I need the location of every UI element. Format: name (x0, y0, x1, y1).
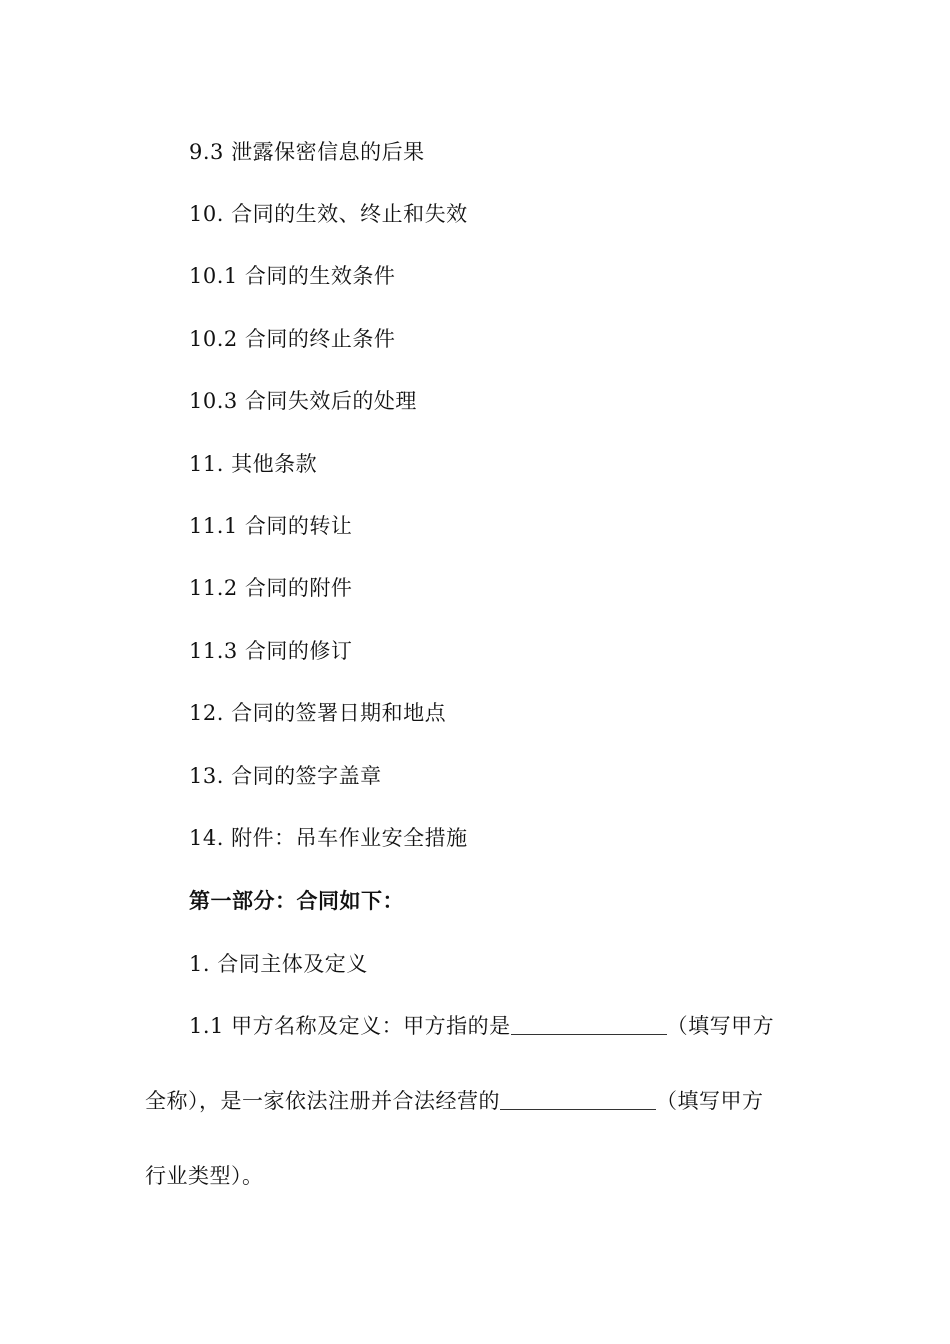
toc-item: 10.2 合同的终止条件 (189, 327, 396, 351)
paragraph-line (145, 1087, 764, 1115)
toc-item: 14. 附件：吊车作业安全措施 (189, 826, 468, 850)
toc-item: 13. 合同的签字盖章 (189, 764, 382, 788)
paragraph-line (145, 1162, 264, 1190)
toc-item: 11.2 合同的附件 (189, 576, 353, 600)
clause-text: 行业类型）。 (145, 1164, 264, 1188)
fill-in-blank[interactable] (511, 1014, 667, 1035)
toc-item: 11.3 合同的修订 (189, 639, 353, 663)
fill-in-blank[interactable] (500, 1089, 656, 1110)
toc-item: 10.3 合同失效后的处理 (189, 389, 417, 413)
toc-item: 11.1 合同的转让 (189, 514, 353, 538)
toc-item: 12. 合同的签署日期和地点 (189, 701, 447, 725)
paragraph-line (189, 1012, 774, 1040)
clause-text: 全称），是一家依法注册并合法经营的 (145, 1089, 500, 1113)
clause-text: （填写甲方 (666, 1014, 775, 1038)
section-heading: 第一部分：合同如下： (189, 888, 404, 913)
clause-text: 1.1 甲方名称及定义：甲方指的是 (189, 1014, 511, 1038)
toc-item: 10. 合同的生效、终止和失效 (189, 202, 468, 226)
toc-item: 10.1 合同的生效条件 (189, 264, 396, 288)
clause-text: （填写甲方 (656, 1089, 764, 1113)
toc-item: 11. 其他条款 (189, 452, 318, 476)
toc-item: 9.3 泄露保密信息的后果 (189, 140, 425, 164)
clause-heading: 1. 合同主体及定义 (189, 952, 368, 976)
